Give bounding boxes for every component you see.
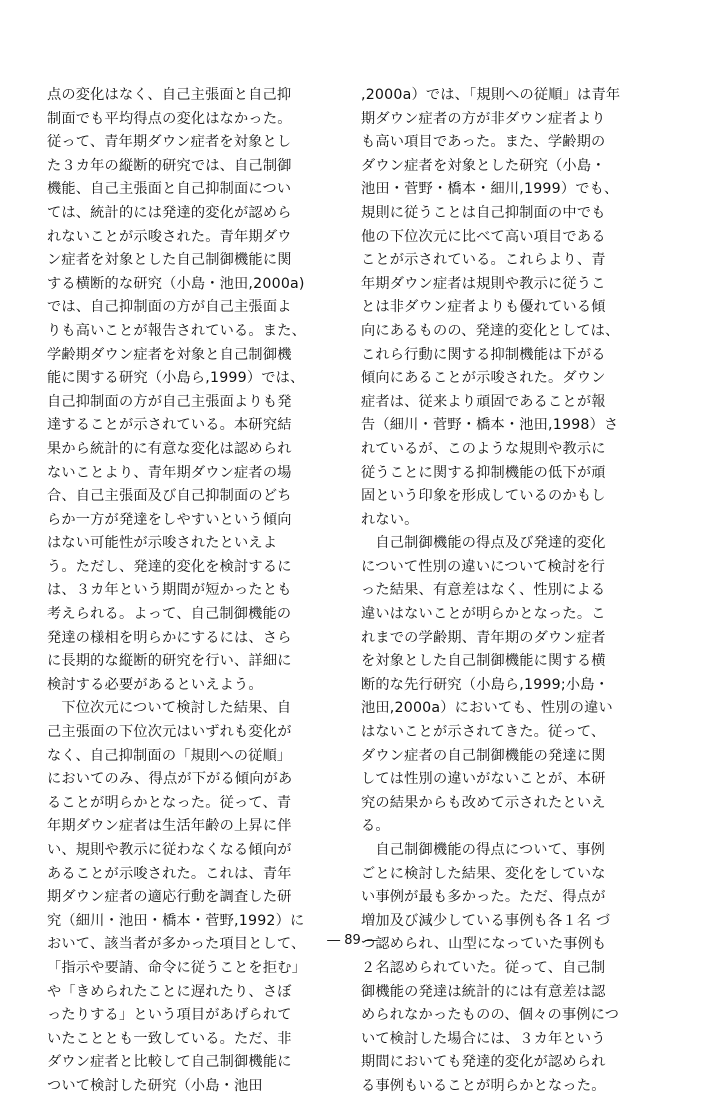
text-line: を対象とした自己制御機能に関する横	[361, 653, 606, 670]
text-line: 合、自己主張面及び自己抑制面のどち	[47, 488, 292, 505]
text-line: 自己抑制面の方が自己主張面よりも発	[47, 393, 292, 410]
text-line: 己主張面の下位次元はいずれも変化が	[47, 724, 292, 741]
text-line: 増加及び減少している事例も各１名 づ	[361, 912, 611, 929]
text-line: ダウン症者を対象とした研究（小島・	[361, 157, 606, 174]
text-line: は、３カ年という期間が短かったとも	[47, 582, 292, 599]
text-line: た３カ年の縦断的研究では、自己制御	[47, 157, 292, 174]
text-line: ることが明らかとなった。従って、青	[47, 794, 292, 811]
text-line: おいて、該当者が多かった項目として、	[47, 936, 306, 953]
text-line: 機能、自己主張面と自己抑制面につい	[47, 181, 292, 198]
text-line: いて検討した場合には、３カ年という	[361, 1030, 606, 1047]
text-line: ては、統計的には発達的変化が認めら	[47, 204, 292, 221]
text-line: い事例が最も多かった。ただ、得点が	[361, 889, 606, 906]
text-line: はない可能性が示唆されたといえよ	[47, 535, 278, 552]
text-line: らか一方が発達をしやすいという傾向	[47, 511, 292, 528]
text-line: 達することが示されている。本研究結	[47, 417, 292, 434]
text-line: はないことが示されてきた。従って、	[361, 724, 606, 741]
text-line: ないことより、青年期ダウン症者の場	[47, 464, 292, 481]
text-line: れない。	[361, 511, 419, 528]
text-line: に長期的な縦断的研究を行い、詳細に	[47, 653, 292, 670]
text-line: ことが示されている。これらより、青	[361, 252, 606, 269]
text-line: 規則に従うことは自己抑制面の中でも	[361, 204, 606, 221]
text-line: 学齢期ダウン症者を対象と自己制御機	[47, 346, 292, 363]
text-line: う。ただし、発達的変化を検討するに	[47, 558, 292, 575]
text-line: や「きめられたことに遅れたり、さぼ	[47, 983, 292, 1000]
text-line: 下位次元について検討した結果、自	[47, 700, 292, 717]
text-line: りも高いことが報告されている。また、	[47, 322, 306, 339]
text-line: ダウン症者の自己制御機能の発達に関	[361, 747, 606, 764]
text-line: 検討する必要があるといえよう。	[47, 676, 263, 693]
text-line: れないことが示唆された。青年期ダウ	[47, 228, 292, 245]
text-line: められなかったものの、個々の事例につ	[361, 1007, 620, 1024]
text-line: 症者は、従来より頑固であることが報	[361, 393, 606, 410]
text-line: 年期ダウン症者は規則や教示に従うこ	[361, 275, 606, 292]
text-line: する横断的な研究（小島・池田,2000a)	[47, 275, 305, 292]
text-line: では、自己抑制面の方が自己主張面よ	[47, 299, 292, 316]
text-line: 究（細川・池田・橋本・菅野,1992）に	[47, 912, 305, 929]
text-line: れまでの学齢期、青年期のダウン症者	[361, 629, 606, 646]
text-line: 自己制御機能の得点及び発達的変化	[361, 535, 606, 552]
text-line: 究の結果からも改めて示されたといえ	[361, 794, 606, 811]
text-line: る事例もいることが明らかとなった。	[361, 1077, 606, 1094]
text-line: 年期ダウン症者は生活年齢の上昇に伴	[47, 818, 292, 835]
text-line: ン症者を対象とした自己制御機能に関	[47, 252, 292, 269]
text-line: 固という印象を形成しているのかもし	[361, 488, 606, 505]
text-line: 断的な先行研究（小島ら,1999;小島・	[361, 676, 610, 693]
text-line: 期間においても発達的変化が認められ	[361, 1054, 606, 1071]
text-line: れているが、このような規則や教示に	[361, 440, 606, 457]
text-line: いたこととも一致している。ただ、非	[47, 1030, 292, 1047]
text-line: 告（細川・菅野・橋本・池田,1998）さ	[361, 417, 619, 434]
text-line: について性別の違いについて検討を行	[361, 558, 606, 575]
text-line: とは非ダウン症者よりも優れている傾	[361, 299, 606, 316]
text-line: 点の変化はなく、自己主張面と自己抑	[47, 87, 292, 103]
text-line: 期ダウン症者の適応行動を調査した研	[47, 889, 292, 906]
text-line: 自己制御機能の得点について、事例	[361, 842, 606, 858]
text-line: 向にあるものの、発達的変化としては、	[361, 322, 620, 339]
text-line: ,2000a）では、「規則への従順」は青年	[361, 87, 621, 103]
text-line: 能に関する研究（小島ら,1999）では、	[47, 370, 305, 387]
text-line: 御機能の発達は統計的には有意差は認	[361, 983, 606, 1000]
text-line: 従って、青年期ダウン症者を対象とし	[47, 134, 292, 151]
text-line: 果から統計的に有意な変化は認められ	[47, 440, 292, 457]
text-line: 他の下位次元に比べて高い項目である	[361, 228, 606, 245]
text-line: つ認められ、山型になっていた事例も	[361, 936, 607, 953]
text-line: った結果、有意差はなく、性別による	[361, 582, 606, 599]
page-number: ― 89 ―	[327, 933, 378, 948]
text-line: これら行動に関する抑制機能は下がる	[361, 346, 606, 363]
text-line: 傾向にあることが示唆された。ダウン	[361, 370, 606, 387]
text-line: る。	[361, 818, 390, 835]
text-line: ごとに検討した結果、変化をしていな	[361, 865, 606, 882]
text-line: 違いはないことが明らかとなった。こ	[361, 606, 606, 623]
text-line: しては性別の違いがないことが、本研	[361, 771, 606, 788]
text-line: 池田,2000a）においても、性別の違い	[361, 700, 613, 717]
text-line: い、規則や教示に従わなくなる傾向が	[47, 842, 292, 858]
text-line: 制面でも平均得点の変化はなかった。	[47, 110, 292, 127]
text-line: 発達の様相を明らかにするには、さら	[47, 629, 292, 646]
text-line: ついて検討した研究（小島・池田	[47, 1077, 263, 1094]
text-line: ２名認められていた。従って、自己制	[361, 959, 606, 976]
text-line: 従うことに関する抑制機能の低下が頑	[361, 464, 606, 481]
text-line: 期ダウン症者の方が非ダウン症者より	[361, 110, 606, 127]
text-line: 池田・菅野・橋本・細川,1999）でも、	[361, 181, 619, 198]
text-line: ったりする」という項目があげられて	[47, 1007, 292, 1024]
text-line: ダウン症者と比較して自己制御機能に	[47, 1054, 292, 1071]
text-line: においてのみ、得点が下がる傾向があ	[47, 771, 293, 788]
text-line: 考えられる。よって、自己制御機能の	[47, 606, 292, 623]
text-line: も高い項目であった。また、学齢期の	[361, 134, 606, 151]
text-line: なく、自己抑制面の「規則への従順」	[47, 747, 292, 764]
text-line: あることが示唆された。これは、青年	[47, 865, 292, 882]
text-line: 「指示や要請、命令に従うことを拒む」	[47, 959, 306, 976]
